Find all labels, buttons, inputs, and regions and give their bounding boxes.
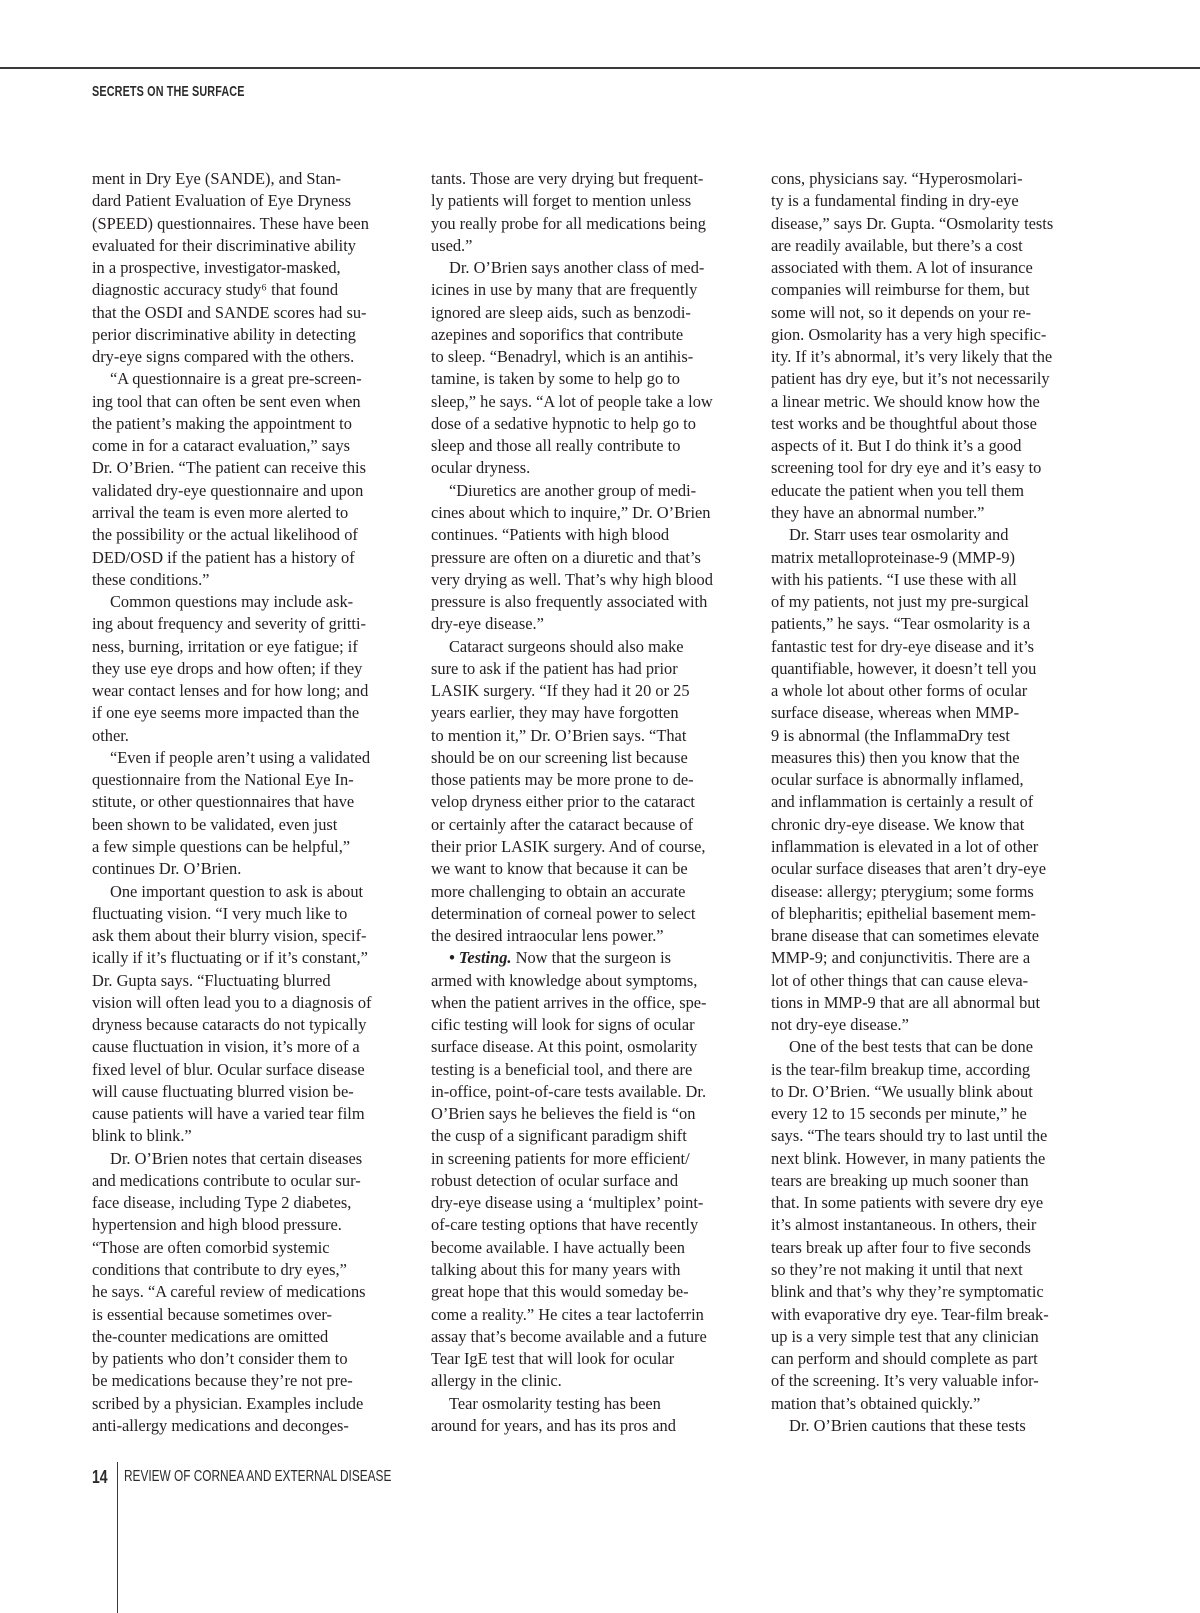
text-line: tions in MMP-9 that are all abnormal but (771, 992, 1041, 1012)
paragraph (92, 1148, 398, 1437)
text-line: can perform and should complete as part (771, 1349, 1038, 1369)
text-line: come in for a cataract evaluation,” says (92, 436, 351, 456)
text-line (431, 947, 737, 969)
text-line: gion. Osmolarity has a very high specific- (771, 324, 1047, 344)
text-line: in screening patients for more efficient/ (431, 1148, 690, 1168)
text-line: their prior LASIK surgery. And of course, (431, 836, 706, 856)
text-line: MMP-9; and conjunctivitis. There are a (771, 948, 1031, 968)
text-line: “A questionnaire is a great pre-screen- (110, 369, 362, 389)
text-line: Dr. Starr uses tear osmolarity and (789, 525, 1009, 545)
text-line: is essential because sometimes over- (92, 1304, 332, 1324)
text-line: pressure is also frequently associated with (431, 592, 708, 612)
text-line: come a reality.” He cites a tear lactoferrin (431, 1304, 704, 1324)
text-line: cause patients will have a varied tear film (92, 1104, 365, 1124)
text-line: that. In some patients with severe dry eye (771, 1193, 1044, 1213)
text-line: by patients who don’t consider them to (92, 1349, 348, 1369)
text-line: fantastic test for dry-eye disease and it’s (771, 636, 1035, 656)
text-line: ically if it’s fluctuating or if it’s constant,” (92, 948, 368, 968)
text-line: they use eye drops and how often; if they (92, 658, 363, 678)
text-line: dard Patient Evaluation of Eye Dryness (92, 191, 351, 211)
text-line: with evaporative dry eye. Tear-film break- (771, 1304, 1049, 1324)
text-line: mation that’s obtained quickly.” (771, 1393, 981, 1413)
text-line: Tear osmolarity testing has been (449, 1393, 661, 1413)
text-line: face disease, including Type 2 diabetes, (92, 1193, 352, 1213)
text-line: the desired intraocular lens power.” (431, 926, 664, 946)
text-line: perior discriminative ability in detecting (92, 324, 356, 344)
text-line: One important question to ask is about (110, 881, 364, 901)
text-line: ing tool that can often be sent even when (92, 391, 361, 411)
text-line: fluctuating vision. “I very much like to (92, 903, 348, 923)
text-column (431, 168, 737, 1437)
text-line: dose of a sedative hypnotic to help go to (431, 413, 696, 433)
text-line: ocular dryness. (431, 458, 531, 478)
text-line: great hope that this would someday be- (431, 1282, 689, 1302)
text-line: when the patient arrives in the office, spe- (431, 992, 707, 1012)
text-line: those patients may be more prone to de- (431, 770, 694, 790)
text-line: determination of corneal power to select (431, 903, 696, 923)
text-line: azepines and soporifics that contribute (431, 324, 684, 344)
text-line: aspects of it. But I do think it’s a good (771, 436, 1022, 456)
text-line: they have an abnormal number.” (771, 502, 985, 522)
text-line: been shown to be validated, even just (92, 814, 338, 834)
text-line: a whole lot about other forms of ocular (771, 681, 1028, 701)
text-line: so they’re not making it until that next (771, 1260, 1023, 1280)
text-line: ity. If it’s abnormal, it’s very likely that the (771, 347, 1053, 367)
text-line: test works and be thoughtful about those (771, 413, 1037, 433)
text-line: validated dry-eye questionnaire and upon (92, 480, 364, 500)
text-line: evaluated for their discriminative ability (92, 235, 356, 255)
text-line: questionnaire from the National Eye In- (92, 770, 354, 790)
text-line: hypertension and high blood pressure. (92, 1215, 342, 1235)
text-line: years earlier, they may have forgotten (431, 703, 679, 723)
text-line: One of the best tests that can be done (789, 1037, 1033, 1057)
text-line: continues Dr. O’Brien. (92, 859, 242, 879)
text-line: scribed by a physician. Examples include (92, 1393, 364, 1413)
text-line: robust detection of ocular surface and (431, 1170, 679, 1190)
text-line: ocular surface is abnormally inflamed, (771, 770, 1024, 790)
text-line: of-care testing options that have recently (431, 1215, 699, 1235)
text-line: conditions that contribute to dry eyes,” (92, 1260, 347, 1280)
text-line: cons, physicians say. “Hyperosmolari- (771, 169, 1023, 188)
text-line: not dry-eye disease.” (771, 1015, 909, 1035)
text-line: measures this) then you know that the (771, 747, 1020, 767)
text-line: ness, burning, irritation or eye fatigue; if (92, 636, 358, 656)
text-line: velop dryness either prior to the cataract (431, 792, 695, 812)
text-line: inflammation is elevated in a lot of other (771, 836, 1039, 856)
text-line: of my patients, not just my pre-surgical (771, 592, 1029, 612)
paragraph (92, 881, 398, 1148)
text-run: Now that the surgeon is (511, 948, 672, 968)
text-line: other. (92, 725, 129, 745)
text-line: dry-eye disease using a ‘multiplex’ point- (431, 1193, 704, 1213)
page-number: 14 (92, 1467, 108, 1487)
text-line: O’Brien says he believes the field is “on (431, 1104, 696, 1124)
text-line: up is a very simple test that any clinician (771, 1326, 1039, 1346)
paragraph (431, 1393, 737, 1438)
text-column (92, 168, 398, 1437)
text-line: cific testing will look for signs of ocular (431, 1015, 695, 1035)
text-line: and medications contribute to ocular sur- (92, 1170, 361, 1190)
text-line: next blink. However, in many patients the (771, 1148, 1046, 1168)
text-line: ocular surface diseases that aren’t dry-eye (771, 859, 1047, 879)
text-line: used.” (431, 235, 473, 255)
text-line: Dr. Gupta says. “Fluctuating blurred (92, 970, 331, 990)
text-line: every 12 to 15 seconds per minute,” he (771, 1104, 1027, 1124)
text-line: very drying as well. That’s why high blood (431, 569, 713, 589)
text-line: the-counter medications are omitted (92, 1326, 329, 1346)
text-line: Dr. O’Brien notes that certain diseases (110, 1148, 363, 1168)
text-line: sleep,” he says. “A lot of people take a low (431, 391, 713, 411)
text-line: to Dr. O’Brien. “We usually blink about (771, 1081, 1033, 1101)
paragraph (431, 168, 737, 257)
text-line: Tear IgE test that will look for ocular (431, 1349, 675, 1369)
text-line: arrival the team is even more alerted to (92, 502, 349, 522)
text-line: 9 is abnormal (the InflammaDry test (771, 725, 1010, 745)
text-line: DED/OSD if the patient has a history of (92, 547, 355, 567)
paragraph (771, 1415, 1077, 1437)
text-line: diagnostic accuracy study⁶ that found (92, 280, 339, 300)
text-line: chronic dry-eye disease. We know that (771, 814, 1025, 834)
text-column (771, 168, 1077, 1437)
text-line: stitute, or other questionnaires that have (92, 792, 355, 812)
text-line: it’s almost instantaneous. In others, their (771, 1215, 1037, 1235)
text-line: dry-eye signs compared with the others. (92, 347, 355, 367)
text-line: cines about which to inquire,” Dr. O’Brien (431, 502, 711, 522)
text-line: if one eye seems more impacted than the (92, 703, 360, 723)
text-line: these conditions.” (92, 569, 210, 589)
text-line: ly patients will forget to mention unless (431, 191, 692, 211)
text-line: companies will reimburse for them, but (771, 280, 1030, 300)
text-line: he says. “A careful review of medications (92, 1282, 366, 1302)
text-line: “Those are often comorbid systemic (92, 1237, 330, 1257)
paragraph (431, 480, 737, 636)
paragraph (92, 747, 398, 881)
paragraph (431, 257, 737, 480)
text-line: allergy in the clinic. (431, 1371, 562, 1391)
paragraph (431, 947, 737, 1392)
text-line: become available. I have actually been (431, 1237, 685, 1257)
text-line: LASIK surgery. “If they had it 20 or 25 (431, 681, 690, 701)
text-line: wear contact lenses and for how long; and (92, 681, 369, 701)
text-line: educate the patient when you tell them (771, 480, 1025, 500)
text-line: (SPEED) questionnaires. These have been (92, 213, 369, 233)
text-line: that the OSDI and SANDE scores had su- (92, 302, 367, 322)
text-line: are readily available, but there’s a cost (771, 235, 1023, 255)
section-title: SECRETS ON THE SURFACE (92, 83, 245, 100)
text-line: associated with them. A lot of insurance (771, 258, 1033, 278)
text-line: or certainly after the cataract because of (431, 814, 694, 834)
text-line: blink and that’s why they’re symptomatic (771, 1282, 1044, 1302)
paragraph (92, 591, 398, 747)
text-line: tamine, is taken by some to help go to (431, 369, 681, 389)
text-line: Common questions may include ask- (110, 592, 354, 612)
text-line: continues. “Patients with high blood (431, 525, 670, 545)
paragraph (431, 636, 737, 948)
text-line: dry-eye disease.” (431, 614, 544, 634)
text-line: talking about this for many years with (431, 1260, 681, 1280)
text-line: we want to know that because it can be (431, 859, 688, 879)
text-line: sleep and those all really contribute to (431, 436, 681, 456)
text-line: the patient’s making the appointment to (92, 413, 352, 433)
text-line: to sleep. “Benadryl, which is an antihis- (431, 347, 694, 367)
text-line: and inflammation is certainly a result of (771, 792, 1034, 812)
text-line: pressure are often on a diuretic and that’s (431, 547, 701, 567)
text-line: around for years, and has its pros and (431, 1415, 676, 1435)
text-line: tears are breaking up much sooner than (771, 1170, 1029, 1190)
header-rule (0, 67, 1200, 69)
text-line: of blepharitis; epithelial basement mem- (771, 903, 1036, 923)
text-line: ing about frequency and severity of gritti- (92, 614, 366, 634)
paragraph (92, 168, 398, 368)
text-line: of the screening. It’s very valuable infor- (771, 1371, 1039, 1391)
text-line: will cause fluctuating blurred vision be- (92, 1081, 354, 1101)
text-line: surface disease, whereas when MMP- (771, 703, 1020, 723)
text-line: screening tool for dry eye and it’s easy to (771, 458, 1042, 478)
text-line: fixed level of blur. Ocular surface disease (92, 1059, 365, 1079)
text-line: a linear metric. We should know how the (771, 391, 1040, 411)
text-line: surface disease. At this point, osmolarity (431, 1037, 698, 1057)
text-line: says. “The tears should try to last until the (771, 1126, 1048, 1146)
text-line: sure to ask if the patient has had prior (431, 658, 678, 678)
text-line: “Even if people aren’t using a validated (110, 747, 371, 767)
text-line: patients,” he says. “Tear osmolarity is a (771, 614, 1031, 634)
text-line: the possibility or the actual likelihood of (92, 525, 358, 545)
footer-rule (117, 1462, 118, 1613)
text-line: disease,” says Dr. Gupta. “Osmolarity tests (771, 213, 1054, 233)
text-line: assay that’s become available and a future (431, 1326, 707, 1346)
text-line: anti-allergy medications and deconges- (92, 1415, 349, 1435)
text-line: cause fluctuation in vision, it’s more of a (92, 1037, 360, 1057)
text-line: icines in use by many that are frequently (431, 280, 698, 300)
text-line: in-office, point-of-care tests available. Dr. (431, 1081, 707, 1101)
text-line: should be on our screening list because (431, 747, 688, 767)
text-line: armed with knowledge about symptoms, (431, 970, 698, 990)
text-line: tears break up after four to five seconds (771, 1237, 1031, 1257)
paragraph (771, 168, 1077, 524)
text-line: “Diuretics are another group of medi- (449, 480, 697, 500)
text-line: with his patients. “I use these with all (771, 569, 1017, 589)
text-line: in a prospective, investigator-masked, (92, 258, 341, 278)
text-line: the cusp of a significant paradigm shift (431, 1126, 687, 1146)
text-line: tants. Those are very drying but frequent- (431, 169, 704, 188)
text-line: Dr. O’Brien cautions that these tests (789, 1415, 1026, 1435)
text-line: brane disease that can sometimes elevate (771, 926, 1040, 946)
text-line: blink to blink.” (92, 1126, 192, 1146)
text-line: disease: allergy; pterygium; some forms (771, 881, 1034, 901)
text-line: vision will often lead you to a diagnosis of (92, 992, 372, 1012)
text-line: some will not, so it depends on your re- (771, 302, 1031, 322)
text-line: ty is a fundamental finding in dry-eye (771, 191, 1019, 211)
text-line: dryness because cataracts do not typically (92, 1015, 367, 1035)
text-line: a few simple questions can be helpful,” (92, 836, 351, 856)
text-line: lot of other things that can cause eleva- (771, 970, 1029, 990)
text-line: Dr. O’Brien. “The patient can receive this (92, 458, 366, 478)
text-line: Dr. O’Brien says another class of med- (449, 258, 705, 278)
text-line: be medications because they’re not pre- (92, 1371, 353, 1391)
text-line: you really probe for all medications being (431, 213, 706, 233)
paragraph (771, 1036, 1077, 1415)
text-line: ment in Dry Eye (SANDE), and Stan- (92, 169, 341, 188)
run-in-heading: • Testing. (449, 948, 512, 968)
text-line: Cataract surgeons should also make (449, 636, 684, 656)
paragraph (771, 524, 1077, 1036)
publication-name: REVIEW OF CORNEA AND EXTERNAL DISEASE (124, 1468, 392, 1485)
text-line: quantifiable, however, it doesn’t tell you (771, 658, 1037, 678)
text-line: ask them about their blurry vision, specif- (92, 926, 367, 946)
text-line: to mention it,” Dr. O’Brien says. “That (431, 725, 687, 745)
text-line: testing is a beneficial tool, and there are (431, 1059, 693, 1079)
text-line: matrix metalloproteinase-9 (MMP-9) (771, 547, 1015, 567)
text-line: ignored are sleep aids, such as benzodi- (431, 302, 691, 322)
text-line: more challenging to obtain an accurate (431, 881, 686, 901)
paragraph (92, 368, 398, 591)
text-line: patient has dry eye, but it’s not necessarily (771, 369, 1050, 389)
text-line: is the tear-film breakup time, according (771, 1059, 1031, 1079)
